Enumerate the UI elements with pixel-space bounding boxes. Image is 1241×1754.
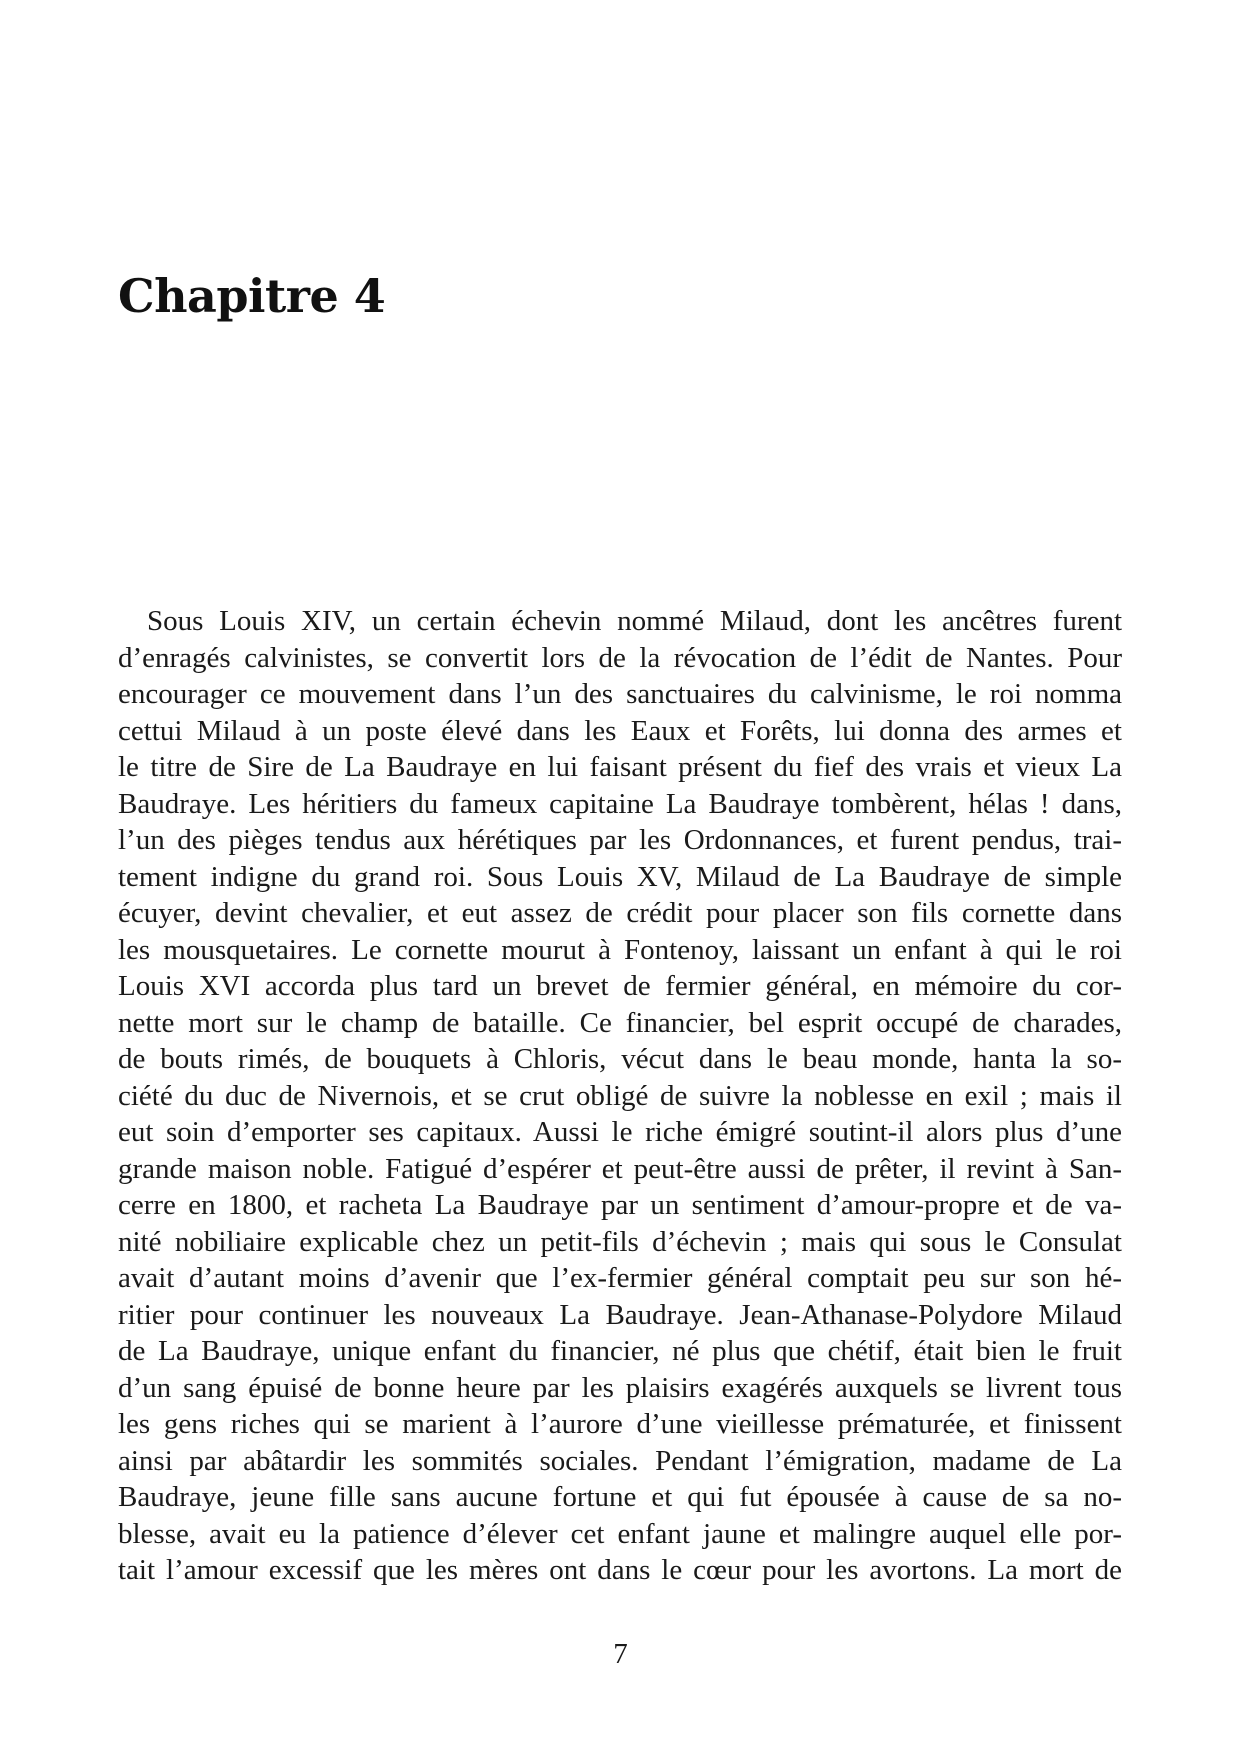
paragraph-line: de bouts rimés, de bouquets à Chloris, vécut dans le beau monde, hanta la so- [118, 1043, 1122, 1075]
paragraph-line: cerre en 1800, et racheta La Baudraye par un sentiment d’amour-propre et de va- [118, 1189, 1122, 1221]
paragraph-line: Baudraye. Les héritiers du fameux capitaine La Baudraye tombèrent, hélas ! dans, [118, 787, 1122, 820]
paragraph-line: écuyer, devint chevalier, et eut assez de crédit pour placer son fils cornette dans [118, 897, 1122, 929]
paragraph-line: Sous Louis XIV, un certain échevin nommé Milaud, dont les ancêtres furent [147, 605, 1122, 637]
paragraph-line: nette mort sur le champ de bataille. Ce financier, bel esprit occupé de charades, [118, 1006, 1122, 1039]
paragraph-line: tement indigne du grand roi. Sous Louis XV, Milaud de La Baudraye de simple [118, 860, 1122, 893]
paragraph-line: eut soin d’emporter ses capitaux. Aussi le riche émigré soutint-il alors plus d’une [118, 1116, 1122, 1148]
paragraph-line: Baudraye, jeune fille sans aucune fortune et qui fut épousée à cause de sa no- [118, 1481, 1122, 1513]
paragraph-line: de La Baudraye, unique enfant du financier, né plus que chétif, était bien le fruit [118, 1335, 1122, 1367]
paragraph-line: d’enragés calvinistes, se convertit lors de la révocation de l’édit de Nantes. Pour [118, 641, 1122, 674]
paragraph-line: ritier pour continuer les nouveaux La Baudraye. Jean-Athanase-Polydore Milaud [118, 1298, 1122, 1331]
paragraph-line: grande maison noble. Fatigué d’espérer et peut-être aussi de prêter, il revint à San- [118, 1152, 1122, 1185]
paragraph-line: le titre de Sire de La Baudraye en lui faisant présent du fief des vrais et vieux La [118, 751, 1122, 783]
paragraph-line: d’un sang épuisé de bonne heure par les plaisirs exagérés auxquels se livrent tous [118, 1371, 1122, 1404]
page-number: 7 [613, 1638, 628, 1670]
paragraph-line: blesse, avait eu la patience d’élever cet enfant jaune et malingre auquel elle por- [118, 1517, 1122, 1550]
paragraph-line: encourager ce mouvement dans l’un des sanctuaires du calvinisme, le roi nomma [118, 678, 1122, 710]
paragraph-line: nité nobiliaire explicable chez un petit-fils d’échevin ; mais qui sous le Consulat [118, 1225, 1122, 1258]
paragraph-line: cettui Milaud à un poste élevé dans les Eaux et Forêts, lui donna des armes et [118, 714, 1122, 747]
paragraph-line: tait l’amour excessif que les mères ont dans le cœur pour les avortons. La mort de [118, 1554, 1122, 1586]
paragraph-line: les gens riches qui se marient à l’aurore d’une vieillesse prématurée, et finissent [118, 1408, 1122, 1440]
paragraph-line: les mousquetaires. Le cornette mourut à Fontenoy, laissant un enfant à qui le roi [118, 933, 1122, 966]
paragraph-line: avait d’autant moins d’avenir que l’ex-fermier général comptait peu sur son hé- [118, 1262, 1122, 1294]
paragraph-line: Louis XVI accorda plus tard un brevet de fermier général, en mémoire du cor- [118, 970, 1122, 1002]
paragraph-line: l’un des pièges tendus aux hérétiques par les Ordonnances, et furent pendus, trai- [118, 824, 1122, 856]
chapter-title: Chapitre 4 [118, 269, 386, 323]
paragraph-line: ainsi par abâtardir les sommités sociales. Pendant l’émigration, madame de La [118, 1444, 1122, 1477]
paragraph-line: ciété du duc de Nivernois, et se crut obligé de suivre la noblesse en exil ; mais il [118, 1079, 1122, 1112]
body-paragraph [118, 603, 1122, 1589]
